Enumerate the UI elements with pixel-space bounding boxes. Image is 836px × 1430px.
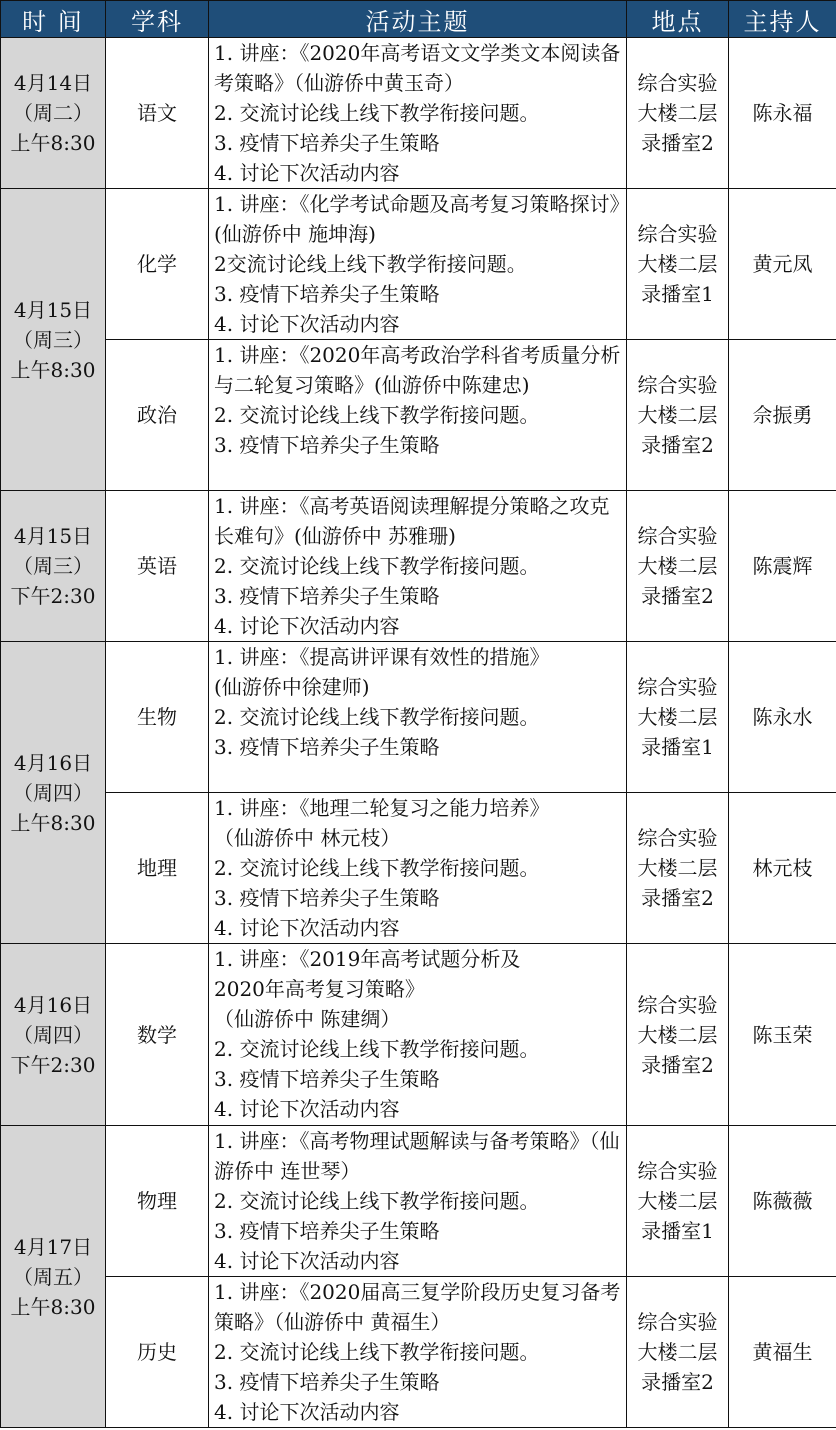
time-cell — [1, 642, 106, 944]
subject-cell: 物理 — [106, 1126, 209, 1277]
topic-line: 3. 疫情下培养尖子生策略 — [214, 1219, 440, 1243]
location-line: 综合实验 — [637, 1310, 718, 1334]
location-line: 综合实验 — [637, 373, 718, 397]
header-host: 主持人 — [729, 1, 836, 38]
date-text: 4月16日 — [13, 992, 93, 1017]
location-line: 录播室1 — [641, 735, 714, 759]
topic-line: 3. 疫情下培养尖子生策略 — [214, 735, 440, 759]
location-line: 录播室2 — [641, 1370, 714, 1394]
clock-text: 上午8:30 — [10, 131, 96, 155]
location-line: 综合实验 — [637, 524, 718, 548]
subject-cell: 语文 — [106, 38, 209, 189]
location-line: 录播室2 — [641, 584, 714, 608]
location-line: 录播室2 — [641, 1052, 714, 1077]
subject-cell: 化学 — [106, 189, 209, 340]
location-cell — [627, 189, 729, 340]
host-cell: 陈永福 — [729, 38, 836, 189]
topic-line: 1. 讲座：《2020年高考政治学科省考质量分析与二轮复习策略》(仙游侨中陈建忠) — [214, 343, 621, 397]
date-text: 4月15日 — [13, 297, 93, 322]
location-cell — [627, 491, 729, 642]
location-cell — [627, 944, 729, 1126]
topic-line: 2. 交流讨论线上线下教学衔接问题。 — [214, 1340, 540, 1364]
location-line: 录播室2 — [641, 131, 714, 155]
topic-line: 4. 讨论下次活动内容 — [214, 1097, 400, 1121]
header-location: 地点 — [627, 1, 729, 38]
table-row — [1, 491, 836, 642]
subject-cell: 历史 — [106, 1277, 209, 1428]
topic-line: 2. 交流讨论线上线下教学衔接问题。 — [214, 101, 540, 125]
location-line: 大楼二层 — [637, 403, 718, 427]
location-line: 综合实验 — [637, 222, 718, 246]
weekday-text: （周四） — [13, 780, 93, 805]
clock-text: 下午2:30 — [10, 1052, 96, 1077]
location-line: 综合实验 — [637, 992, 718, 1017]
location-line: 综合实验 — [637, 1159, 718, 1183]
location-cell — [627, 793, 729, 944]
host-cell: 陈震辉 — [729, 491, 836, 642]
location-line: 大楼二层 — [637, 705, 718, 729]
topic-line: 3. 疫情下培养尖子生策略 — [214, 433, 440, 457]
clock-text: 下午2:30 — [10, 584, 96, 608]
topic-line: 2. 交流讨论线上线下教学衔接问题。 — [214, 403, 540, 427]
host-cell: 黄元凤 — [729, 189, 836, 340]
topic-line: 4. 讨论下次活动内容 — [214, 614, 400, 638]
location-line: 录播室2 — [641, 886, 714, 910]
weekday-text: （周五） — [13, 1264, 93, 1289]
topic-line: 2. 交流讨论线上线下教学衔接问题。 — [214, 1037, 540, 1061]
location-line: 录播室1 — [641, 1219, 714, 1243]
topic-cell — [209, 340, 627, 491]
topic-cell — [209, 793, 627, 944]
header-subject: 学科 — [106, 1, 209, 38]
table-row — [1, 1126, 836, 1277]
header-topic: 活动主题 — [209, 1, 627, 38]
topic-line: 3. 疫情下培养尖子生策略 — [214, 1067, 440, 1091]
topic-line: 1. 讲座：《地理二轮复习之能力培养》 — [214, 796, 550, 820]
host-cell: 陈玉荣 — [729, 944, 836, 1126]
topic-line: 1. 讲座：《高考物理试题解读与备考策略》（仙游侨中 连世琴） — [214, 1129, 620, 1183]
weekday-text: （周三） — [13, 327, 93, 352]
table-row — [1, 1277, 836, 1428]
topic-cell — [209, 944, 627, 1126]
topic-line: 3. 疫情下培养尖子生策略 — [214, 1370, 440, 1394]
location-line: 大楼二层 — [637, 1189, 718, 1213]
subject-cell: 政治 — [106, 340, 209, 491]
topic-cell — [209, 38, 627, 189]
location-line: 大楼二层 — [637, 554, 718, 578]
topic-line: 3. 疫情下培养尖子生策略 — [214, 886, 440, 910]
subject-cell: 数学 — [106, 944, 209, 1126]
topic-line: 2交流讨论线上线下教学衔接问题。 — [214, 252, 527, 276]
topic-line: 1. 讲座：《2020届高三复学阶段历史复习备考策略》（仙游侨中 黄福生） — [214, 1280, 621, 1334]
location-line: 大楼二层 — [637, 856, 718, 880]
header-row — [1, 1, 836, 38]
topic-line: 2. 交流讨论线上线下教学衔接问题。 — [214, 705, 540, 729]
time-cell — [1, 491, 106, 642]
topic-line: 3. 疫情下培养尖子生策略 — [214, 584, 440, 608]
clock-text: 上午8:30 — [10, 1294, 96, 1319]
clock-text: 上午8:30 — [10, 810, 96, 835]
topic-cell — [209, 1126, 627, 1277]
topic-line: (仙游侨中徐建师) — [214, 675, 370, 699]
topic-line: 1. 讲座：《化学考试命题及高考复习策略探讨》(仙游侨中 施坤海) — [214, 192, 620, 246]
topic-cell — [209, 642, 627, 793]
date-text: 4月16日 — [13, 750, 93, 775]
date-text: 4月15日 — [13, 524, 93, 548]
host-cell: 陈薇薇 — [729, 1126, 836, 1277]
date-text: 4月17日 — [13, 1234, 93, 1259]
topic-line: （仙游侨中 林元枝） — [214, 826, 401, 850]
host-cell: 佘振勇 — [729, 340, 836, 491]
weekday-text: （周三） — [13, 554, 93, 578]
header-time: 时 间 — [1, 1, 106, 38]
subject-cell: 生物 — [106, 642, 209, 793]
location-cell — [627, 340, 729, 491]
topic-line: 4. 讨论下次活动内容 — [214, 312, 400, 336]
location-line: 录播室1 — [641, 282, 714, 306]
location-line: 综合实验 — [637, 675, 718, 699]
topic-line: 2. 交流讨论线上线下教学衔接问题。 — [214, 1189, 540, 1213]
time-cell — [1, 944, 106, 1126]
topic-line: 3. 疫情下培养尖子生策略 — [214, 131, 440, 155]
weekday-text: （周四） — [13, 1022, 93, 1047]
topic-line: 2. 交流讨论线上线下教学衔接问题。 — [214, 554, 540, 578]
location-line: 大楼二层 — [637, 101, 718, 125]
table-row — [1, 642, 836, 793]
table-row — [1, 38, 836, 189]
time-cell — [1, 1126, 106, 1428]
topic-cell — [209, 491, 627, 642]
date-text: 4月14日 — [13, 71, 93, 95]
location-line: 大楼二层 — [637, 1340, 718, 1364]
topic-line: 2. 交流讨论线上线下教学衔接问题。 — [214, 856, 540, 880]
topic-line: 4. 讨论下次活动内容 — [214, 1249, 400, 1273]
location-cell — [627, 1126, 729, 1277]
table-row — [1, 793, 836, 944]
topic-line: （仙游侨中 陈建绸） — [214, 1007, 401, 1031]
host-cell: 陈永水 — [729, 642, 836, 793]
location-line: 大楼二层 — [637, 252, 718, 276]
table-row — [1, 944, 836, 1126]
topic-cell — [209, 189, 627, 340]
topic-cell — [209, 1277, 627, 1428]
location-line: 录播室2 — [641, 433, 714, 457]
topic-line: 4. 讨论下次活动内容 — [214, 161, 400, 185]
clock-text: 上午8:30 — [10, 357, 96, 382]
subject-cell: 地理 — [106, 793, 209, 944]
location-cell — [627, 38, 729, 189]
topic-line: 4. 讨论下次活动内容 — [214, 916, 400, 940]
host-cell: 林元枝 — [729, 793, 836, 944]
topic-line: 3. 疫情下培养尖子生策略 — [214, 282, 440, 306]
host-cell: 黄福生 — [729, 1277, 836, 1428]
table-row — [1, 340, 836, 491]
topic-line: 1. 讲座：《2019年高考试题分析及 — [214, 947, 521, 971]
location-cell — [627, 1277, 729, 1428]
location-line: 综合实验 — [637, 826, 718, 850]
subject-cell: 英语 — [106, 491, 209, 642]
topic-line: 1. 讲座：《提高讲评课有效性的措施》 — [214, 645, 550, 669]
topic-line: 2020年高考复习策略》 — [214, 977, 425, 1001]
location-cell — [627, 642, 729, 793]
topic-line: 1. 讲座：《高考英语阅读理解提分策略之攻克长难句》(仙游侨中 苏雅珊) — [214, 494, 610, 548]
weekday-text: （周二） — [13, 101, 93, 125]
topic-line: 4. 讨论下次活动内容 — [214, 1400, 400, 1424]
time-cell — [1, 189, 106, 491]
time-cell — [1, 38, 106, 189]
table-row — [1, 189, 836, 340]
topic-line: 1. 讲座：《2020年高考语文文学类文本阅读备考策略》（仙游侨中黄玉奇） — [214, 41, 621, 95]
location-line: 综合实验 — [637, 71, 718, 95]
location-line: 大楼二层 — [637, 1022, 718, 1047]
